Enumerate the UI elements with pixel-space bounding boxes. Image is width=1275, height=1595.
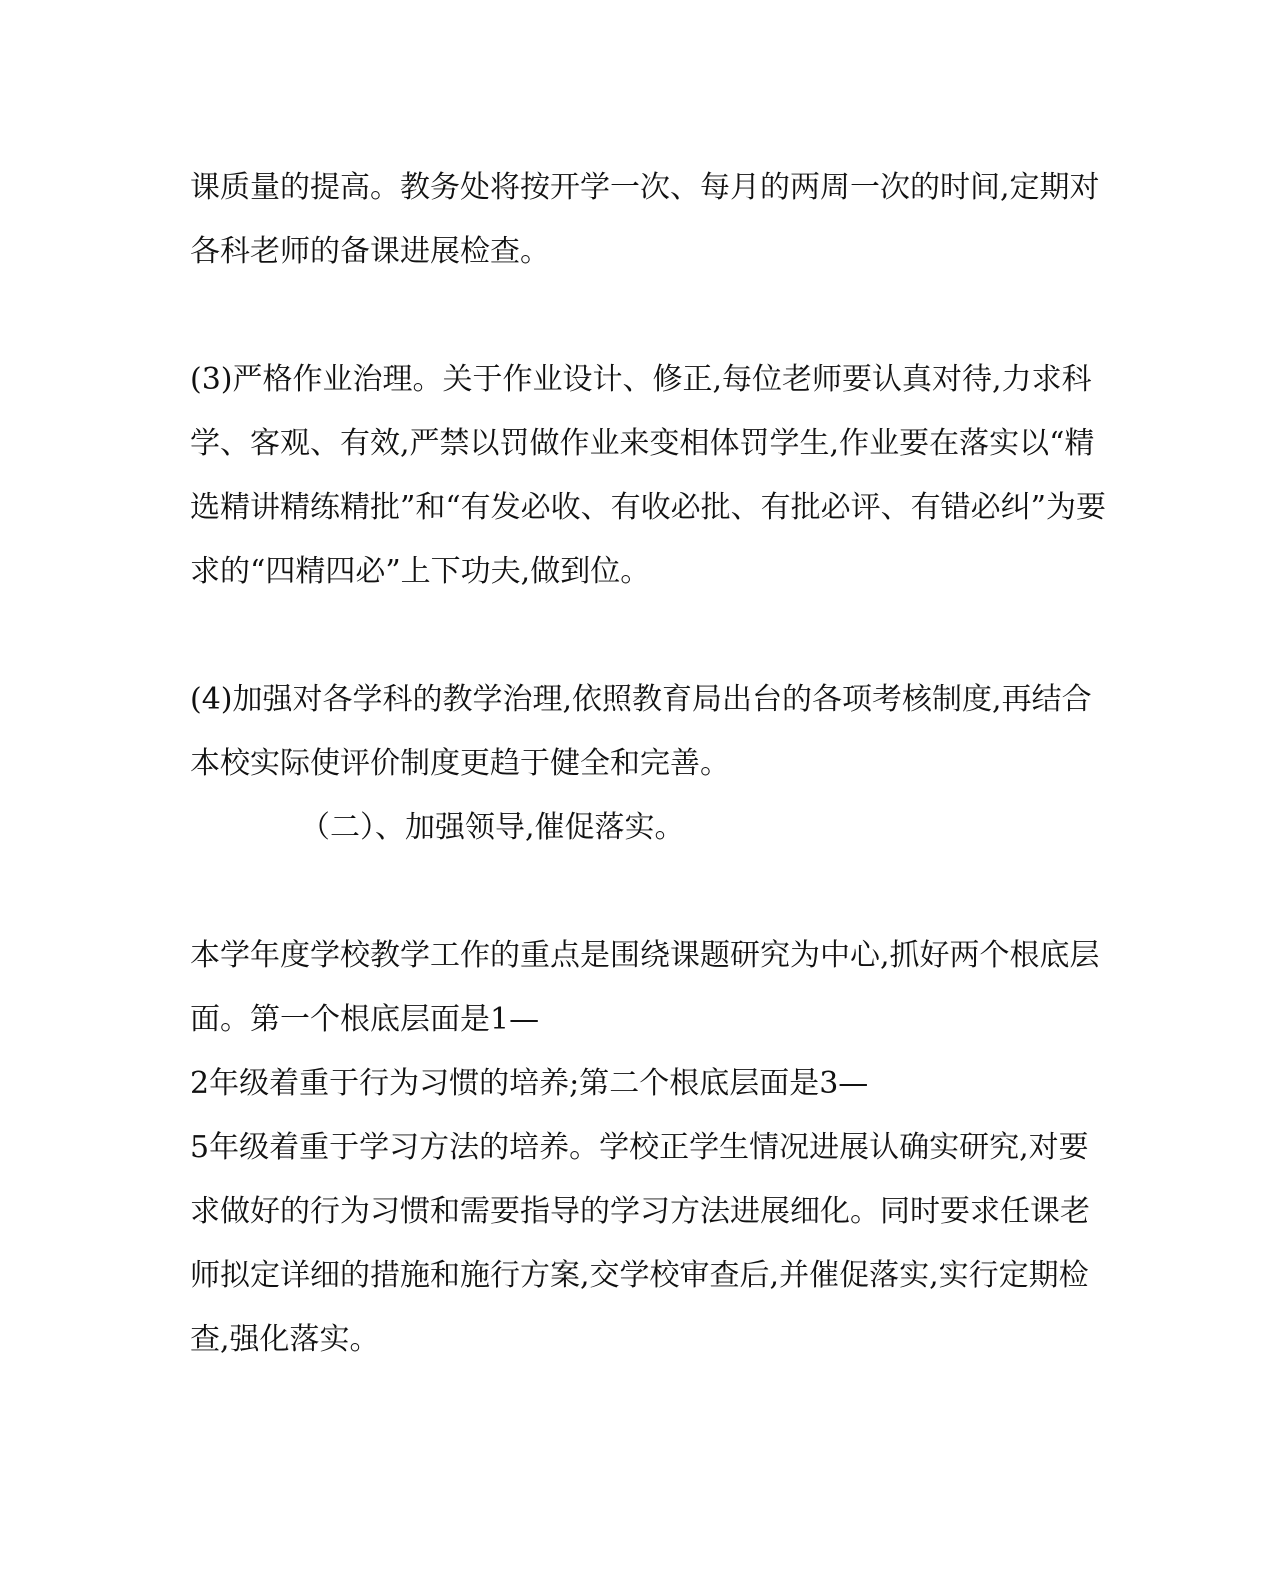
paragraph-line: 学、客观、有效,严禁以罚做作业来变相体罚学生,作业要在落实以“精 — [190, 426, 1095, 461]
paragraph-line: 求做好的行为习惯和需要指导的学习方法进展细化。同时要求任课老 — [190, 1194, 1090, 1229]
paragraph-line: (4)加强对各学科的教学治理,依照教育局出台的各项考核制度,再结合 — [190, 682, 1092, 717]
paragraph-line: 师拟定详细的措施和施行方案,交学校审查后,并催促落实,实行定期检 — [190, 1258, 1089, 1293]
paragraph-line: 5年级着重于学习方法的培养。学校正学生情况进展认确实研究,对要 — [190, 1130, 1089, 1165]
paragraph-line: 课质量的提高。教务处将按开学一次、每月的两周一次的时间,定期对 — [190, 170, 1100, 205]
paragraph-line: 本校实际使评价制度更趋于健全和完善。 — [190, 746, 730, 781]
paragraph-line: 求的“四精四必”上下功夫,做到位。 — [190, 554, 651, 589]
paragraph-line: 面。第一个根底层面是1— — [190, 1002, 540, 1037]
paragraph-line: 选精讲精练精批”和“有发必收、有收必批、有批必评、有错必纠”为要 — [190, 490, 1107, 525]
section-heading: （二）、加强领导,催促落实。 — [300, 810, 685, 845]
paragraph-line: (3)严格作业治理。关于作业设计、修正,每位老师要认真对待,力求科 — [190, 362, 1092, 397]
paragraph-line: 本学年度学校教学工作的重点是围绕课题研究为中心,抓好两个根底层 — [190, 938, 1100, 973]
paragraph-line: 各科老师的备课进展检查。 — [190, 234, 550, 269]
paragraph-line: 2年级着重于行为习惯的培养;第二个根底层面是3— — [190, 1066, 869, 1101]
paragraph-line: 查,强化落实。 — [190, 1322, 380, 1357]
